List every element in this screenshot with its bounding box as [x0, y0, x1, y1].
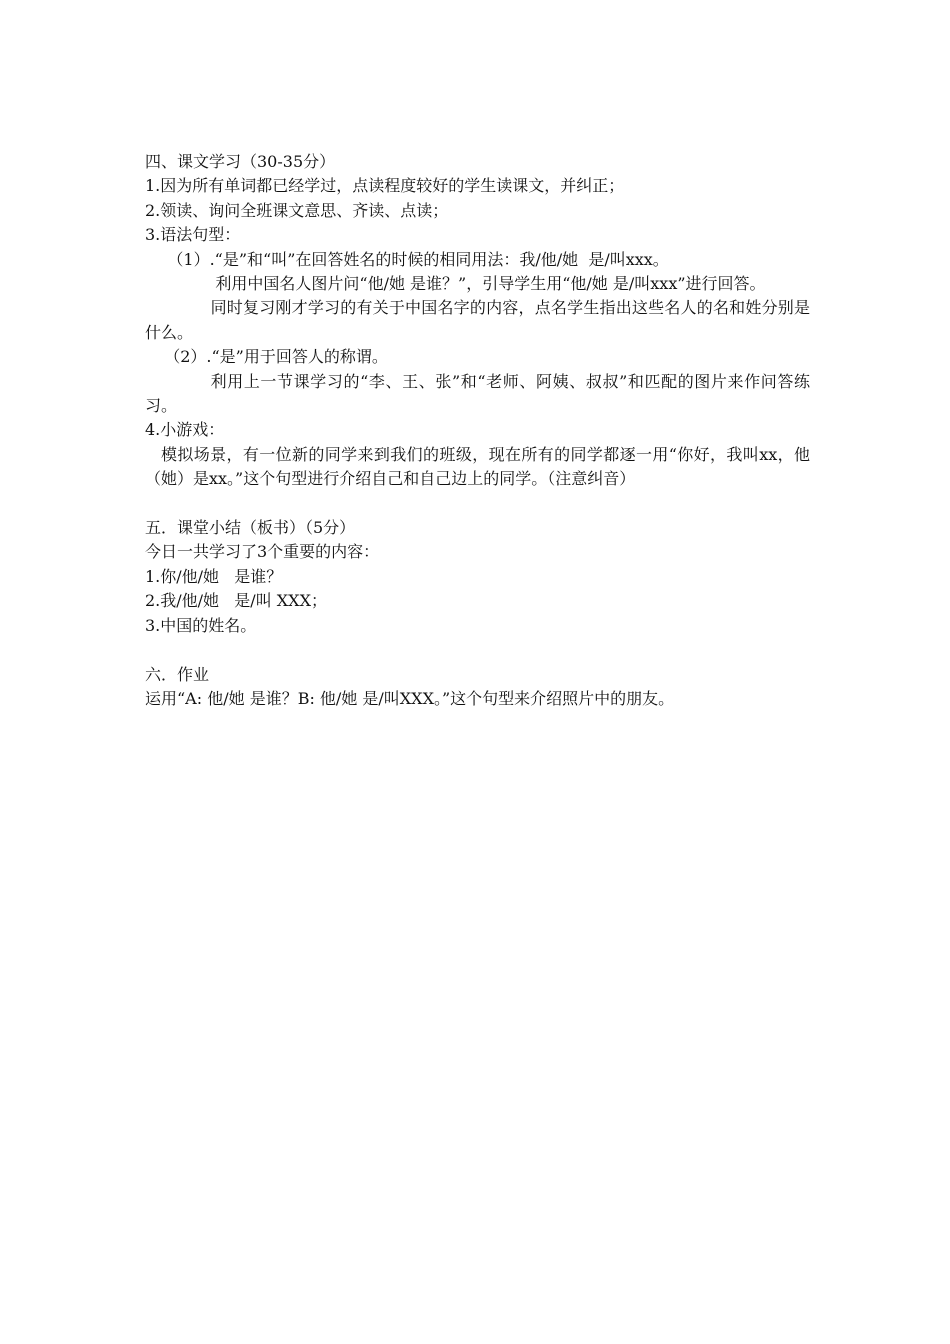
- section4-item1: 1.因为所有单词都已经学过，点读程度较好的学生读课文，并纠正；: [145, 176, 625, 196]
- section4-game-description: 模拟场景，有一位新的同学来到我们的班级，现在所有的同学都逐一用“你好，我叫xx，他（她）是xx。”这个句型进行介绍自己和自己边上的同学。（注意纠音）: [145, 444, 810, 489]
- section5-point3: 3.中国的姓名。: [145, 615, 257, 635]
- section4-sub2: （2）.“是”用于回答人的称谓。: [164, 347, 388, 367]
- section4-item4: 4.小游戏：: [145, 420, 225, 440]
- document-page: [145, 150, 810, 711]
- section4-sub2-paragraph1: 利用上一节课学习的“李、王、张”和“老师、阿姨、叔叔”和匹配的图片来作问答练习。: [145, 371, 810, 416]
- section4-sub1: （1）.“是”和“叫”在回答姓名的时候的相同用法：我/他/她 是/叫xxx。: [167, 249, 669, 269]
- section4-item3: 3.语法句型：: [145, 225, 241, 245]
- section6-task: 运用“A: 他/她 是谁？B: 他/她 是/叫XXX。”这个句型来介绍照片中的朋友。: [145, 688, 675, 708]
- section6-heading: 六．作业: [145, 664, 210, 684]
- spacer: [145, 492, 810, 516]
- spacer: [145, 638, 810, 662]
- section5-point2: 2.我/他/她 是/叫 XXX；: [145, 591, 327, 611]
- section4-sub1-paragraph2: 同时复习刚才学习的有关于中国名字的内容，点名学生指出这些名人的名和姓分别是什么。: [145, 298, 810, 342]
- section4-item2: 2.领读、询问全班课文意思、齐读、点读；: [145, 200, 449, 220]
- section5-intro: 今日一共学习了3个重要的内容：: [145, 542, 380, 562]
- section4-sub1-paragraph1: 利用中国名人图片问“他/她 是谁？”，引导学生用“他/她 是/叫xxx”进行回答。: [215, 274, 766, 294]
- section5-point1: 1.你/他/她 是谁？: [145, 566, 283, 586]
- section5-heading: 五．课堂小结（板书）（5分）: [145, 518, 356, 538]
- section4-heading: 四、课文学习（30-35分）: [145, 152, 336, 171]
